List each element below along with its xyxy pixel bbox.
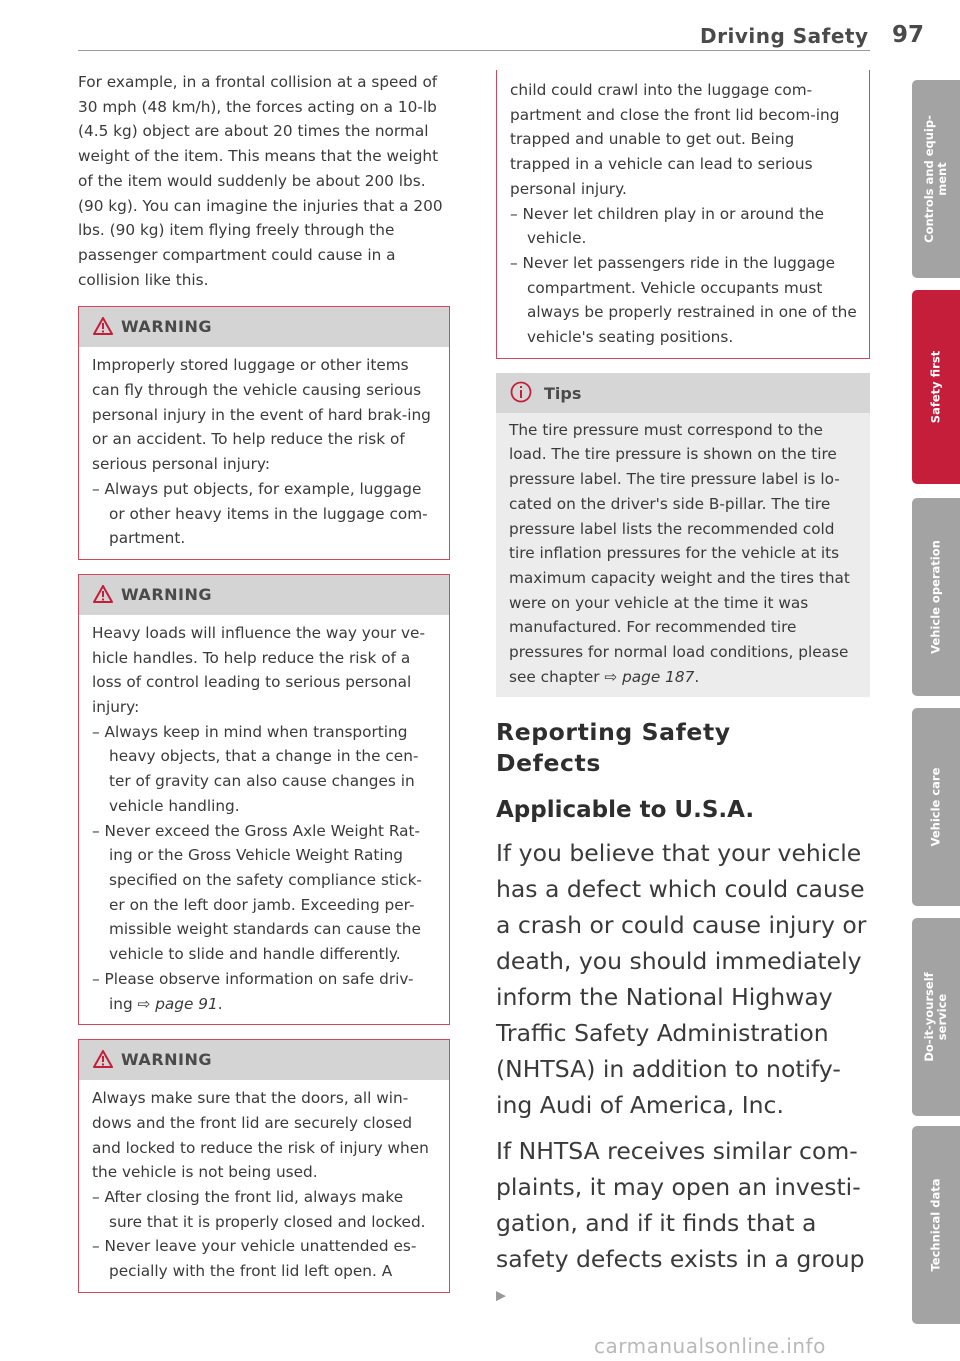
side-tab-vehicle-operation[interactable] <box>912 498 960 696</box>
warning-header <box>79 1040 449 1080</box>
side-tab-vehicle-care[interactable] <box>912 708 960 906</box>
body-paragraph: If you believe that your vehicle has a defect which could cause a crash or could cause injury or death, you should immediately inform the National Highway Traffic Safety Administration (NHTSA) in addition to notify-ing Audi of America, Inc. <box>496 839 867 1120</box>
warning-box-heavy-loads <box>78 574 450 1025</box>
page-number: 97 <box>892 22 925 48</box>
side-tab-technical-data[interactable] <box>912 1126 960 1324</box>
section-title: Driving Safety <box>700 24 869 48</box>
bullet-text: – Please observe information on safe driv-ing <box>92 969 414 1013</box>
side-tab-label: Vehicle operation <box>928 540 943 654</box>
warning-header <box>79 307 449 347</box>
side-tab-label: Safety first <box>928 350 943 424</box>
side-tab-controls[interactable] <box>912 80 960 278</box>
side-tab-safety-first[interactable] <box>912 290 960 484</box>
warning-bullet: – Always put objects, for example, luggage or other heavy items in the luggage com-partment. <box>92 479 428 548</box>
side-tab-label: Do-it-yourself service <box>922 972 949 1062</box>
warning-bullet <box>92 967 437 1016</box>
bullet-suffix: . <box>217 994 223 1013</box>
right-column <box>496 70 870 1315</box>
warning-box-luggage <box>78 306 450 560</box>
warning-header <box>79 575 449 615</box>
intro-paragraph: For example, in a frontal collision at a speed of 30 mph (48 km/h), the forces acting on a 10-lb (4.5 kg) object are about 20 times the normal weight of the item. This means that the weight of the item would suddenly be about 200 lbs. (90 kg). You can imagine the injuries that a 200 lbs. (90 kg) item flying freely through the passenger compartment could cause in a collision like this. <box>78 73 443 289</box>
header-rule <box>78 50 870 51</box>
tips-suffix: . <box>694 667 700 686</box>
side-tab-do-it-yourself[interactable] <box>912 918 960 1116</box>
warning-text: Always make sure that the doors, all win-dows and the front lid are securely closed and locked to reduce the risk of injury when the vehicle is not being used. <box>92 1089 429 1182</box>
warning-bullet: – Never leave your vehicle unattended es-pecially with the front lid left open. A <box>92 1237 417 1281</box>
side-tab-label: Vehicle care <box>928 767 943 847</box>
warning-bullet: – Never let passengers ride in the luggage compartment. Vehicle occupants must always be properly restrained in one of the vehicle's seating positions. <box>510 253 857 347</box>
info-icon <box>510 381 532 403</box>
side-tab-label: Controls and equip- ment <box>922 115 949 243</box>
page-reference-link[interactable]: ⇨ page 91 <box>137 994 218 1013</box>
warning-label: WARNING <box>121 584 212 604</box>
warning-text: Heavy loads will influence the way your ve-hicle handles. To help reduce the risk of a loss of control leading to serious personal injury: <box>92 623 425 717</box>
warning-triangle-icon <box>93 585 113 603</box>
warning-bullet: – Always keep in mind when transporting heavy objects, that a change in the cen-ter of gravity can also cause changes in vehicle handling. <box>92 722 419 815</box>
section-heading: Reporting Safety Defects <box>496 718 731 778</box>
warning-triangle-icon <box>93 1050 113 1068</box>
continue-arrow-icon: ▶ <box>496 1288 506 1304</box>
body-paragraph <box>496 1133 870 1315</box>
section-subheading: Applicable to U.S.A. <box>496 797 755 824</box>
side-tab-label: Technical data <box>928 1178 943 1272</box>
tips-box <box>496 373 870 698</box>
warning-bullet: – Never let children play in or around the vehicle. <box>510 204 825 248</box>
watermark: carmanualsonline.info <box>594 1334 826 1358</box>
tips-text <box>509 418 860 690</box>
body-text: If NHTSA receives similar com-plaints, it may open an investi-gation, and if it finds that a safety defects exists in a group <box>496 1137 865 1274</box>
warning-box-doors <box>78 1039 450 1293</box>
left-column <box>78 70 450 1293</box>
warning-box-continued <box>496 70 870 359</box>
warning-label: WARNING <box>121 1050 212 1070</box>
tips-body-text: The tire pressure must correspond to the load. The tire pressure is shown on the tire pressure label. The tire pressure label is lo-cated on the driver's side B-pillar. The tire pressure label lists the recommended cold tire inflation pressures for the vehicle at its maximum capacity weight and the tires that were on your vehicle at the time it was manufactured. For recommended tire pressures for normal load conditions, please see chapter <box>509 420 850 686</box>
page-reference-link[interactable]: ⇨ page 187 <box>604 667 695 686</box>
tips-label: Tips <box>544 383 582 403</box>
warning-triangle-icon <box>93 317 113 335</box>
warning-text: Improperly stored luggage or other items can fly through the vehicle causing serious personal injury in the event of hard brak-ing or an accident. To help reduce the risk of serious personal injury: <box>92 356 431 474</box>
warning-label: WARNING <box>121 317 212 337</box>
tips-header <box>496 373 870 413</box>
warning-text: child could crawl into the luggage com-partment and close the front lid becom-ing trapped and unable to get out. Being trapped in a vehicle can lead to serious personal injury. <box>510 81 840 198</box>
warning-bullet: – Never exceed the Gross Axle Weight Rat-ing or the Gross Vehicle Weight Rating specified on the safety compliance stick-er on the left door jamb. Exceeding per-missible weight standards can cause the vehicle to slide and handle differently. <box>92 821 422 964</box>
warning-bullet: – After closing the front lid, always make sure that it is properly closed and locked. <box>92 1188 426 1231</box>
